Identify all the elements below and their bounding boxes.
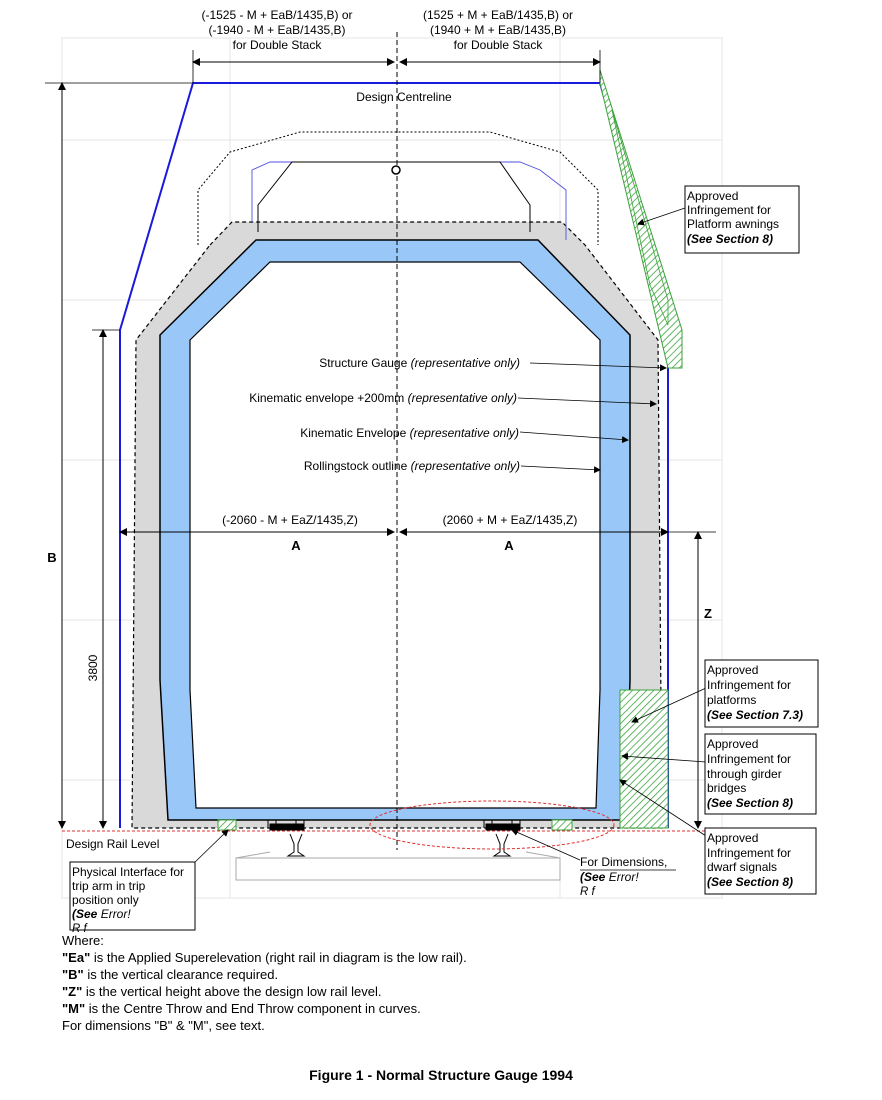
girder-callout-line1: Approved — [707, 737, 759, 751]
girder-callout-line3: through girder — [707, 767, 782, 781]
platforms-callout-line2: Infringement for — [707, 678, 792, 692]
a-right-formula: (2060 + M + EaZ/1435,Z) — [442, 513, 578, 527]
legend-item-m: "M" is the Centre Throw and End Throw component in curves. — [62, 1001, 421, 1016]
top-right-dim-line1: (1525 + M + EaB/1435,B) or — [422, 8, 574, 22]
dwarf-callout-ref: (See Section 8) — [707, 875, 794, 889]
platforms-callout-ref: (See Section 7.3) — [707, 708, 804, 722]
dimensions-callout-ref: (See Error! — [580, 870, 639, 884]
trip-arm-callout-ref: (See Error! — [72, 907, 131, 921]
top-left-dim-line2: (-1940 - M + EaB/1435,B) — [208, 23, 346, 37]
trip-arm-callout-line3: position only — [72, 893, 139, 907]
trip-arm-hatch — [218, 820, 236, 830]
legend-item-b: "B" is the vertical clearance required. — [62, 967, 279, 982]
top-left-dim-line3: for Double Stack — [232, 38, 322, 52]
dwarf-signal-hatch — [552, 820, 572, 830]
design-centreline-label: Design Centreline — [356, 90, 452, 104]
a-left-formula: (-2060 - M + EaZ/1435,Z) — [222, 513, 358, 527]
legend-block — [62, 932, 582, 1034]
dwarf-callout-line1: Approved — [707, 831, 759, 845]
top-left-dim-line1: (-1525 - M + EaB/1435,B) or — [201, 8, 353, 22]
centreline-marker — [392, 166, 400, 174]
awnings-callout-line1: Approved — [687, 189, 739, 203]
awnings-callout-ref: (See Section 8) — [687, 232, 774, 246]
legend-item-ea: "Ea" is the Applied Superelevation (right rail in diagram is the low rail). — [62, 950, 467, 965]
dimensions-callout-line1: For Dimensions, — [580, 855, 668, 869]
awnings-callout-line2: Infringement for — [687, 203, 772, 217]
girder-callout-ref: (See Section 8) — [707, 796, 794, 810]
legend-footer: For dimensions "B" & "M", see text. — [62, 1018, 265, 1033]
trip-arm-callout-line1: Physical Interface for — [72, 865, 185, 879]
rollingstock-outline-label: Rollingstock outline (representative only) — [303, 459, 520, 473]
top-right-dim-line3: for Double Stack — [453, 38, 543, 52]
figure-caption: Figure 1 - Normal Structure Gauge 1994 — [309, 1067, 573, 1083]
a-right-letter: A — [504, 538, 514, 553]
dimensions-callout-cut: R f — [580, 886, 595, 898]
rollingstock-outline — [190, 262, 600, 808]
trip-arm-callout-cut: R f — [72, 923, 87, 935]
legend-item-z: "Z" is the vertical height above the design low rail level. — [62, 984, 382, 999]
legend-heading: Where: — [62, 933, 104, 948]
platforms-callout-line3: platforms — [707, 693, 757, 707]
z-label: Z — [704, 606, 712, 621]
awnings-callout-line3: Platform awnings — [687, 217, 780, 231]
design-rail-level-label: Design Rail Level — [66, 837, 160, 851]
girder-callout-line4: bridges — [707, 781, 747, 795]
kinematic-200mm-label: Kinematic envelope +200mm (representative only) — [249, 391, 517, 405]
rail-profiles — [236, 820, 560, 880]
dwarf-callout-line2: Infringement for — [707, 846, 792, 860]
kinematic-envelope-label: Kinematic Envelope (representative only) — [300, 426, 519, 440]
girder-callout-line2: Infringement for — [707, 752, 792, 766]
structure-gauge-label: Structure Gauge (representative only) — [319, 356, 520, 370]
height-3800-label: 3800 — [86, 654, 100, 682]
b-label: B — [47, 550, 57, 565]
trip-arm-callout-line2: trip arm in trip — [72, 879, 146, 893]
sleeper-outline — [236, 858, 560, 880]
platforms-callout-line1: Approved — [707, 663, 759, 677]
a-left-letter: A — [291, 538, 301, 553]
dwarf-callout-line3: dwarf signals — [707, 860, 778, 874]
top-right-dim-line2: (1940 + M + EaB/1435,B) — [429, 23, 567, 37]
